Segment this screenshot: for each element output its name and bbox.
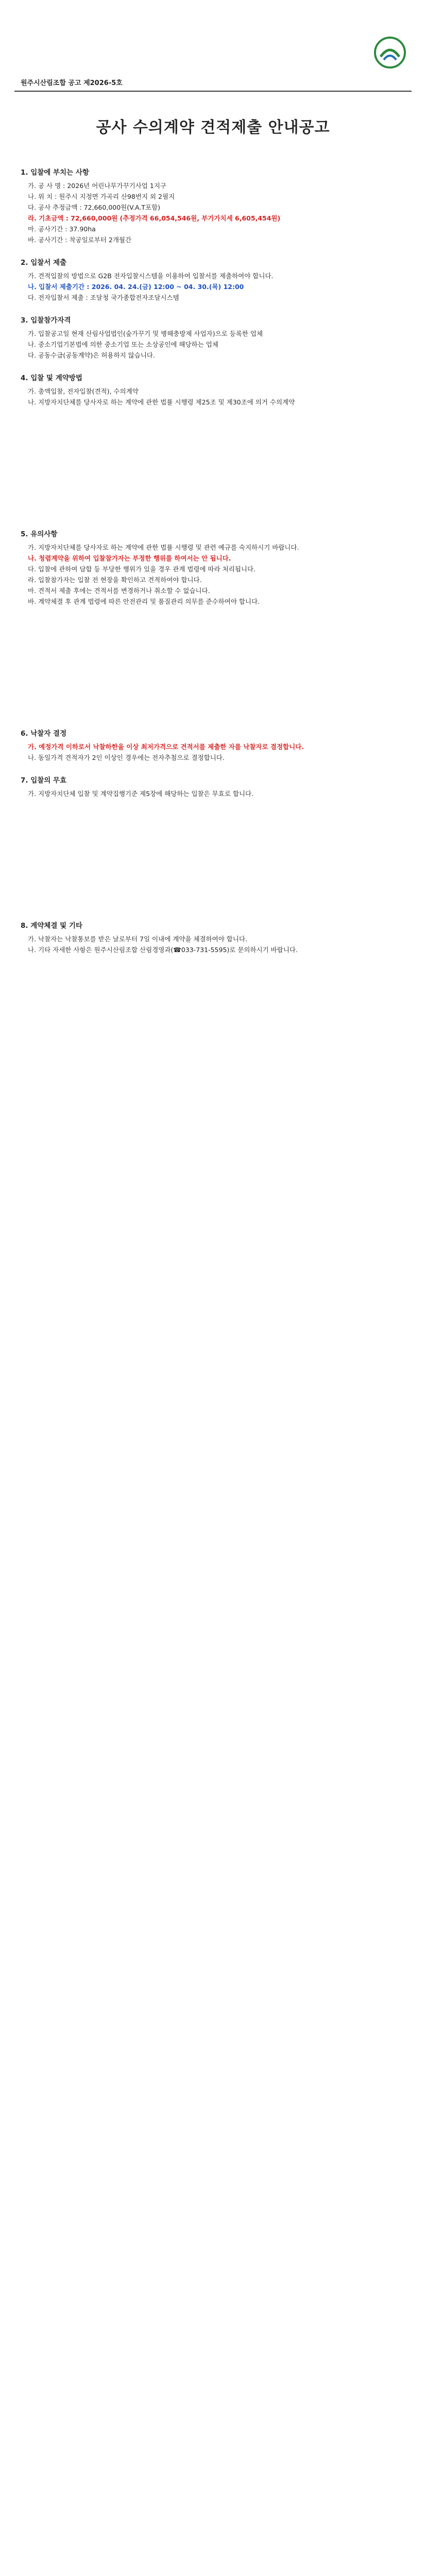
page-title: 공사 수의계약 견적제출 안내공고 (96, 118, 330, 137)
section-7: 7. 입찰의 무효 가. 지방자치단체 입찰 및 계약집행기준 제5장에 해당하는 입찰은 무효로 합니다. (21, 776, 254, 798)
section-2: 2. 입찰서 제출 가. 견적입찰의 방법으로 G2B 전자입찰시스템을 이용하여 입찰서를 제출하여야 합니다. 나. 입찰서 제출기간 : 2026. 04. 24.(금) 12:00 ~ 04. 30.(목) 12:00 다. 전자입찰서 제출 : 조달청 국가종합전자조달시스템 (21, 259, 274, 301)
header-rule (14, 91, 412, 92)
section-6: 6. 낙찰자 결정 가. 예정가격 이하로서 낙찰하한율 이상 최저가격으로 견적서를 제출한 자를 낙찰자로 결정합니다. 나. 동일가격 견적자가 2인 이상인 경우에는 전자추첨으로 결정합니다. (21, 730, 304, 761)
section-4: 4. 입찰 및 계약방법 가. 총액입찰, 전자입찰(견적), 수의계약 나. 지방자치단체를 당사자로 하는 계약에 관한 법률 시행령 제25조 및 제30조에 의거 수의계약 (21, 374, 295, 406)
forestry-union-logo-icon (373, 36, 406, 69)
spacer (21, 408, 405, 516)
spacer (21, 800, 405, 908)
notice-body (21, 155, 405, 956)
section-5: 5. 유의사항 가. 지방자치단체를 당사자로 하는 계약에 관한 법률 시행령 및 관련 예규를 숙지하시기 바랍니다. 나. 청렴계약을 위하여 입찰참가자는 부정한 행위를 하여서는 안 됩니다. 다. 입찰에 관하여 담합 등 부당한 행위가 있을 경우 관계 법령에 따라 처리됩니다. 라. 입찰참가자는 입찰 전 현장을 확인하고 견적하여야 합니다. 마. 견적서 제출 후에는 견적서를 변경하거나 취소할 수 없습니다. 바. 계약체결 후 관계 법령에 따른 안전관리 및 품질관리 의무를 준수하여야 합니다. (21, 530, 299, 605)
spacer (21, 607, 405, 716)
section-1: 1. 입찰에 부치는 사항 가. 공 사 명 : 2026년 어린나무가꾸기사업 1지구 나. 위 치 : 원주시 지정면 가곡리 산98번지 외 2필지 다. 공사 추정금액 : 72,660,000원(V.A.T포함) 라. 기초금액 : 72,660,000원 (추정가격 66,054,546원, 부가가치세 6,605,454원) 마. 공사기간 : 37.90ha 바. 공사기간 : 착공일로부터 2개월간 (21, 168, 281, 244)
notice-number: 원주시산림조합 공고 제2026-5호 (21, 79, 123, 87)
section-8: 8. 계약체결 및 기타 가. 낙찰자는 낙찰통보를 받은 날로부터 7일 이내에 계약을 체결하여야 합니다. 나. 기타 자세한 사항은 원주시산림조합 산림경영과(☎033-731-5595)로 문의하시기 바랍니다. (21, 922, 298, 954)
section-3: 3. 입찰참가자격 가. 입찰공고일 현재 산림사업법인(숲가꾸기 및 병해충방제 사업자)으로 등록한 업체 나. 중소기업기본법에 의한 중소기업 또는 소상공인에 해당하는 업체 다. 공동수급(공동계약)은 허용하지 않습니다. (21, 316, 263, 359)
